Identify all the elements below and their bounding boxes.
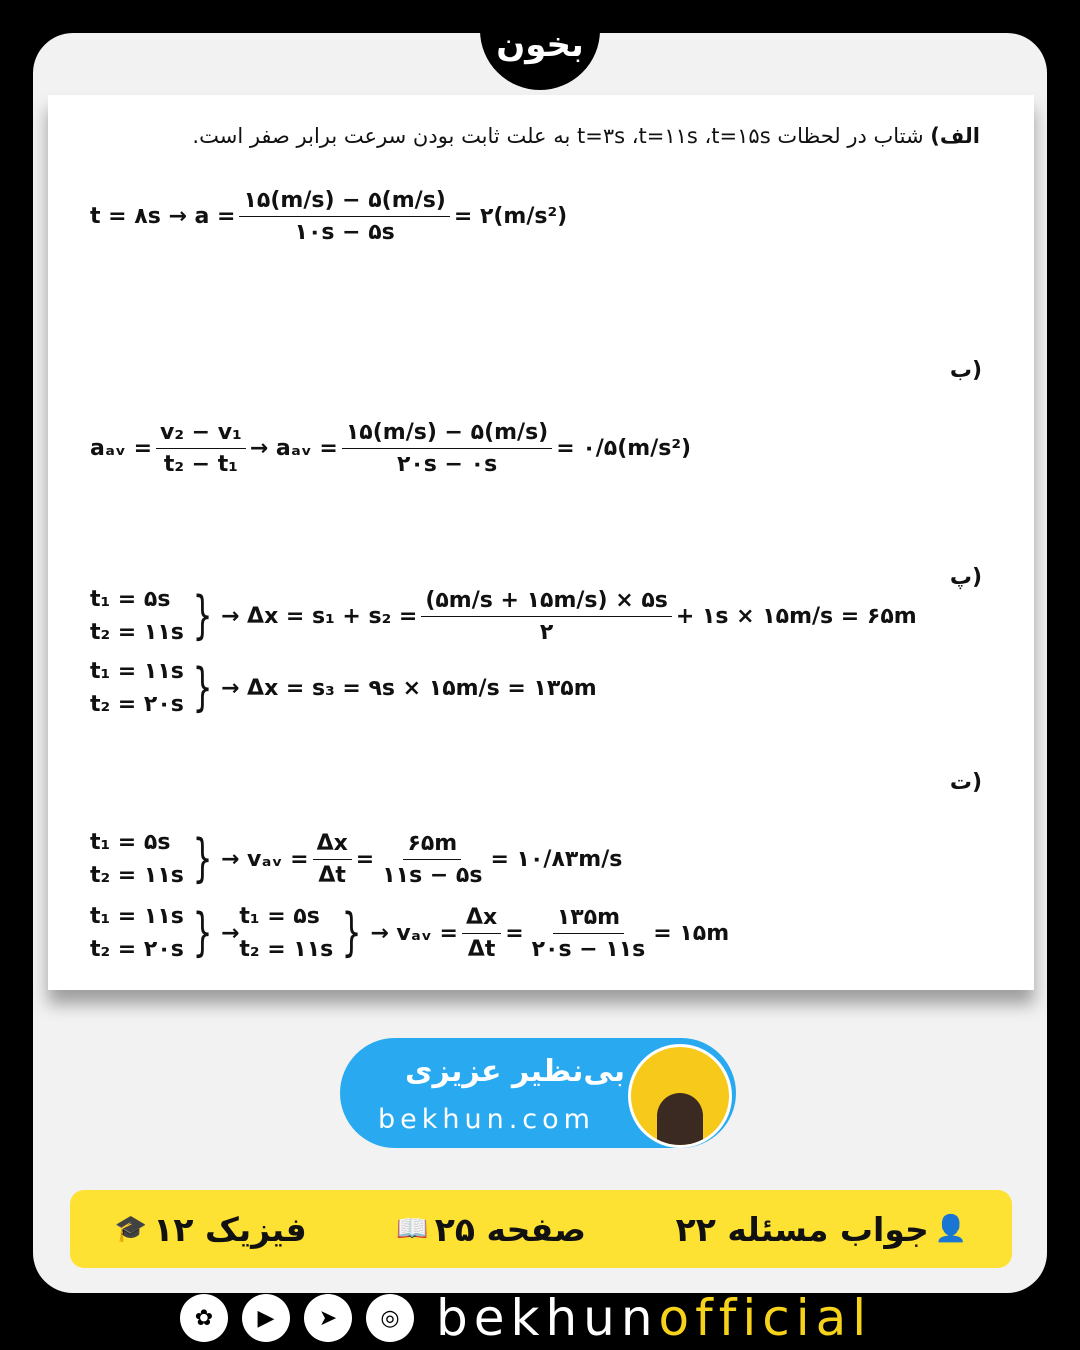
right-brace-icon: } — [192, 586, 213, 646]
avatar — [628, 1044, 732, 1148]
eq-t2-numerator-1: Δx — [462, 905, 501, 934]
instagram-icon[interactable]: ◎ — [366, 1294, 414, 1342]
eq-t2-conditions — [90, 900, 184, 966]
eq-p2-conditions — [90, 655, 184, 721]
right-brace-icon: } — [192, 903, 213, 963]
eq-t2-u2: t₂ = ۱۱s — [239, 937, 334, 962]
equation-a — [90, 188, 567, 245]
eq-p1-denominator: ۲ — [539, 619, 554, 645]
eq-t1-denominator-1: Δt — [318, 862, 346, 888]
eq-b-denominator-2: ۲۰s − ۰s — [396, 452, 498, 477]
telegram-icon[interactable]: ➤ — [304, 1294, 352, 1342]
eq-b-numerator-1: v₂ − v₁ — [156, 420, 246, 449]
book-text: فیزیک ۱۲ — [153, 1209, 307, 1249]
bekhun-logo: بخون — [480, 0, 600, 90]
section-a-label: الف) — [930, 124, 980, 148]
eq-b-rhs: = ۰/۵(m/s²) — [556, 436, 692, 461]
eq-t2-equals: = — [505, 920, 524, 946]
eq-p2-rhs: → Δx = s₃ = ۹s × ۱۵m/s = ۱۳۵m — [220, 675, 597, 701]
equation-t1 — [90, 826, 622, 892]
eq-t1-rhs: = ۱۰/۸۳m/s — [490, 846, 623, 872]
eq-t2-arrow: → — [220, 920, 240, 946]
graduation-cap-icon: 🎓 — [114, 1214, 148, 1244]
teacher-icon: 👤 — [934, 1214, 968, 1244]
book-label — [115, 1210, 307, 1249]
open-book-icon: 📖 — [396, 1214, 429, 1244]
eq-t1-numerator-1: Δx — [313, 831, 352, 860]
eq-t2-denominator-2: ۲۰s − ۱۱s — [531, 936, 646, 962]
intro-text: شتاب در لحظات t=۳s ،t=۱۱s ،t=۱۵s به علت ثابت بودن سرعت برابر صفر است. — [192, 124, 924, 148]
youtube-icon[interactable]: ▶ — [242, 1294, 290, 1342]
eq-t2-fraction-2 — [528, 905, 650, 962]
info-band — [70, 1190, 1012, 1268]
eq-a-denominator: ۱۰s − ۵s — [294, 220, 395, 245]
eq-t2-u1: t₁ = ۵s — [239, 904, 320, 929]
eq-b-mid: → aₐᵥ = — [249, 436, 338, 461]
eq-t2-fraction-1 — [462, 905, 501, 962]
problem-text: جواب مسئله ۲۲ — [675, 1209, 929, 1249]
eq-p1-numerator: (۵m/s + ۱۵m/s) × ۵s — [421, 588, 672, 617]
brand-handle[interactable] — [436, 1289, 872, 1347]
eq-t1-fraction-2 — [378, 831, 486, 888]
eq-t1-denominator-2: ۱۱s − ۵s — [382, 862, 483, 888]
eq-b-lhs: aₐᵥ = — [90, 436, 153, 461]
section-p-label: پ) — [949, 565, 982, 590]
right-brace-icon: } — [192, 658, 213, 718]
aparat-icon[interactable]: ✿ — [180, 1294, 228, 1342]
eq-t1-conditions — [90, 826, 184, 892]
eq-b-denominator-1: t₂ − t₁ — [163, 452, 238, 477]
problem-label — [676, 1210, 968, 1249]
eq-t1-t1: t₁ = ۵s — [90, 830, 171, 855]
eq-a-rhs: = ۲(m/s²) — [453, 204, 568, 229]
eq-p1-conditions — [90, 583, 184, 649]
eq-p1-t1: t₁ = ۵s — [90, 587, 171, 612]
eq-p1-t2: t₂ = ۱۱s — [90, 620, 184, 645]
equation-b — [90, 420, 691, 477]
equation-t2 — [90, 900, 729, 966]
eq-t2-denominator-1: Δt — [467, 936, 496, 962]
eq-p2-t1: t₁ = ۱۱s — [90, 659, 184, 684]
section-t-label: ت) — [949, 770, 982, 795]
eq-t2-numerator-2: ۱۳۵m — [553, 905, 624, 934]
eq-t2-t1: t₁ = ۱۱s — [90, 904, 184, 929]
brand-white: bekhun — [436, 1289, 659, 1347]
eq-b-fraction-1 — [156, 420, 246, 477]
eq-t2-t2: t₂ = ۲۰s — [90, 937, 184, 962]
eq-a-numerator: ۱۵(m/s) − ۵(m/s) — [239, 188, 449, 217]
author-name: بی‌نظیر عزیزی — [404, 1054, 626, 1089]
author-badge[interactable] — [340, 1038, 736, 1148]
page-text: صفحه ۲۵ — [434, 1209, 586, 1249]
section-b-label: ب) — [949, 358, 982, 383]
eq-t1-mid: → vₐᵥ = — [220, 846, 309, 872]
eq-a-lhs: t = ۸s → a = — [90, 204, 236, 229]
eq-t2-rhs: = ۱۵m — [653, 920, 730, 946]
eq-t1-t2: t₂ = ۱۱s — [90, 863, 184, 888]
eq-t2-subconditions — [239, 900, 333, 966]
equation-p1 — [90, 583, 917, 649]
eq-t1-equals: = — [355, 846, 375, 872]
eq-p2-t2: t₂ = ۲۰s — [90, 692, 184, 717]
eq-p1-mid: → Δx = s₁ + s₂ = — [220, 603, 418, 629]
equation-p2 — [90, 655, 597, 721]
intro-line — [192, 124, 980, 148]
eq-t1-fraction-1 — [313, 831, 352, 888]
eq-p1-fraction — [421, 588, 672, 645]
brand-yellow: official — [658, 1289, 873, 1347]
author-website: bekhun.com — [378, 1104, 595, 1135]
right-brace-icon: } — [192, 829, 213, 889]
eq-a-fraction — [239, 188, 449, 245]
eq-p1-rhs: + ۱s × ۱۵m/s = ۶۵m — [675, 603, 917, 629]
social-footer — [180, 1290, 872, 1346]
eq-t2-mid: → vₐᵥ = — [370, 920, 458, 946]
eq-t1-numerator-2: ۶۵m — [403, 831, 461, 860]
right-brace-icon: } — [341, 903, 362, 963]
eq-b-numerator-2: ۱۵(m/s) − ۵(m/s) — [342, 420, 552, 449]
eq-b-fraction-2 — [342, 420, 552, 477]
page-label — [396, 1210, 586, 1249]
